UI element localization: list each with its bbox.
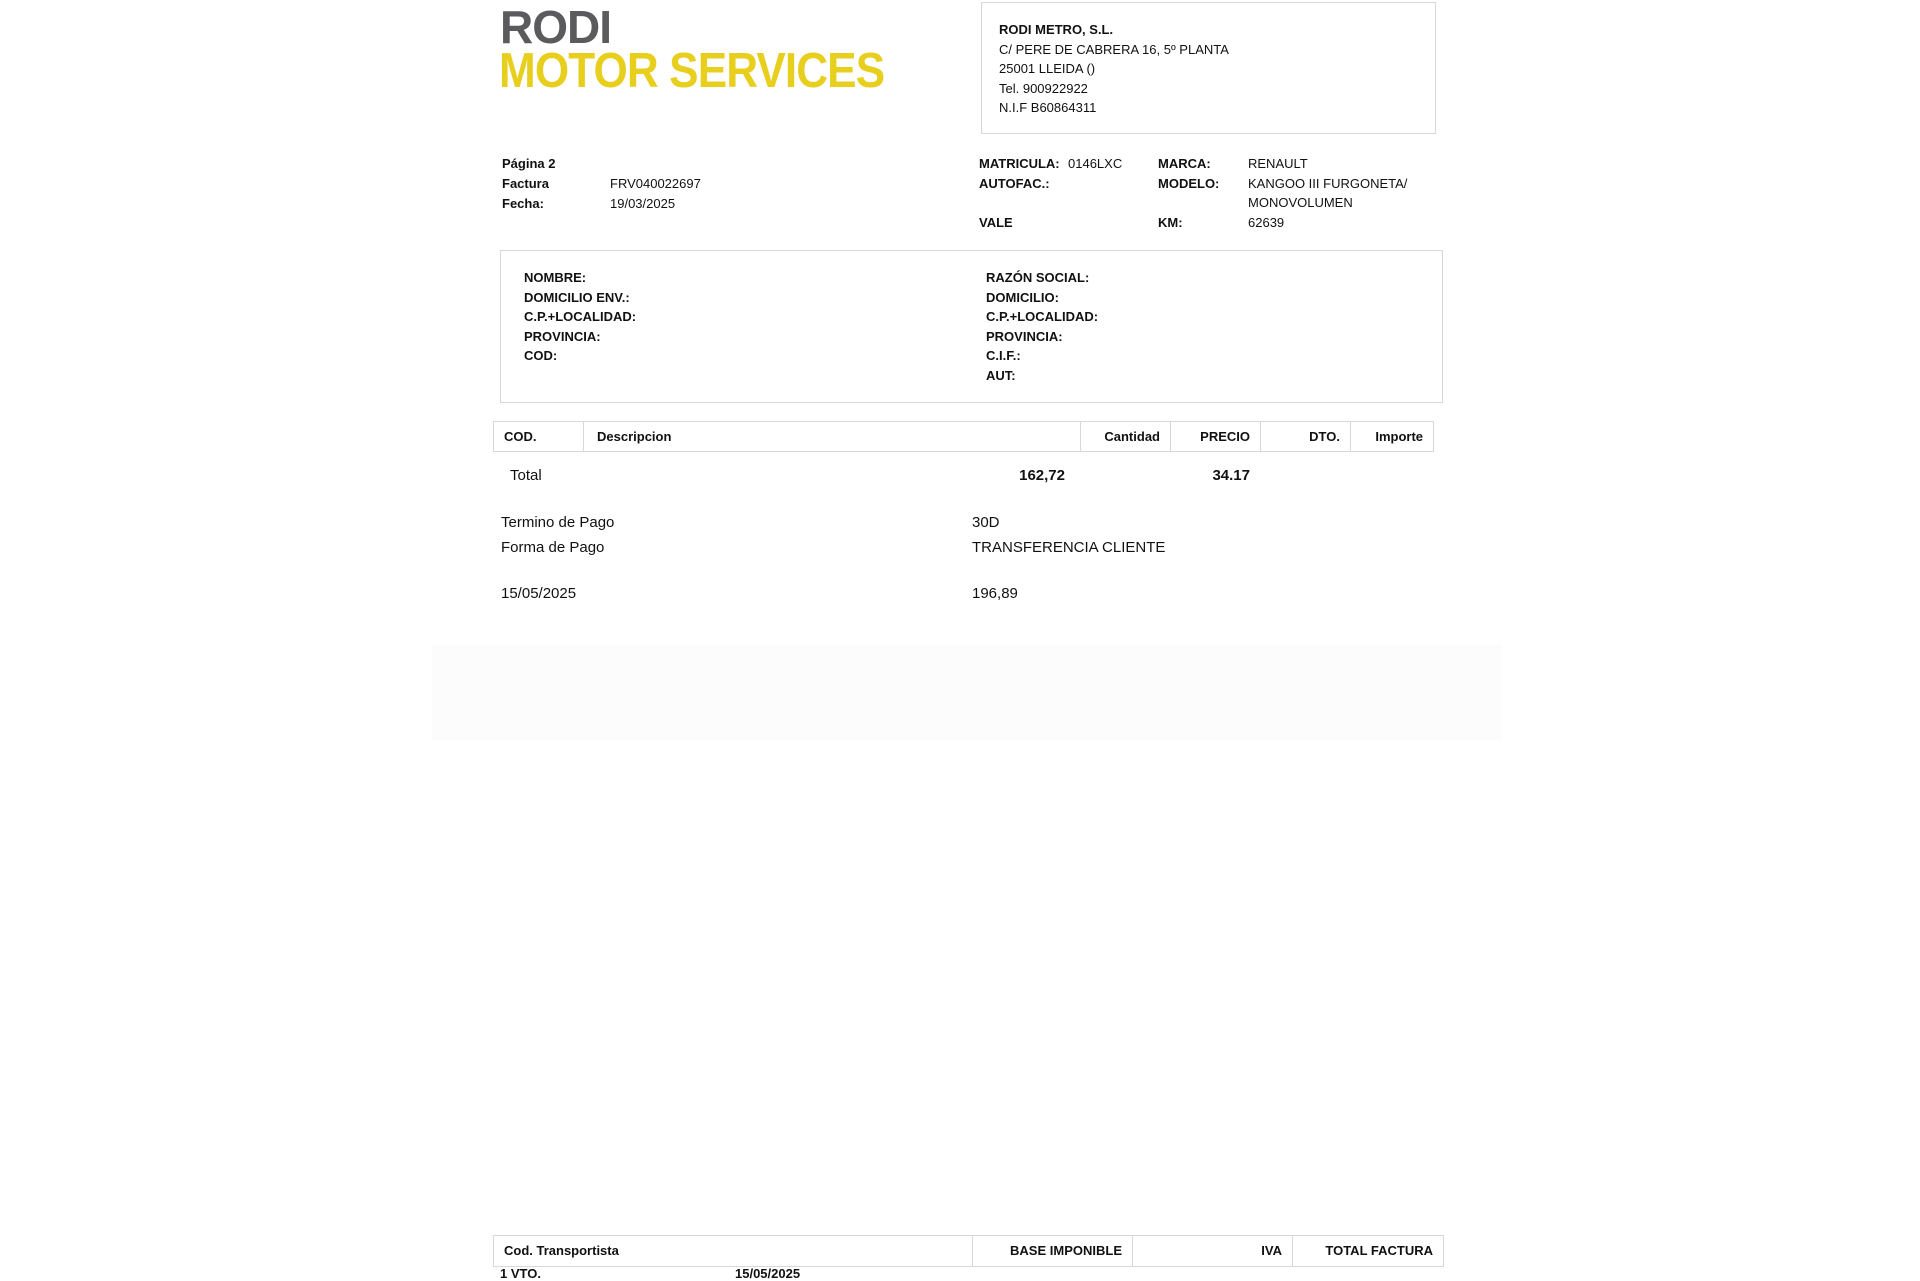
company-name: RODI METRO, S.L. xyxy=(999,22,1114,37)
cif-label: C.I.F.: xyxy=(986,348,1021,363)
due-date: 15/05/2025 xyxy=(501,585,577,602)
iva-label: IVA xyxy=(1132,1236,1292,1266)
company-city: 25001 LLEIDA () xyxy=(999,61,1096,76)
razon-social-label: RAZÓN SOCIAL: xyxy=(986,270,1090,285)
termino-pago-label: Termino de Pago xyxy=(501,514,615,531)
marca-label: MARCA: xyxy=(1158,156,1211,171)
factura-label: Factura xyxy=(502,176,549,191)
modelo-value-line1: KANGOO III FURGONETA/ xyxy=(1248,176,1408,191)
company-info xyxy=(999,20,1229,118)
faint-band xyxy=(432,645,1502,740)
factura-value: FRV040022697 xyxy=(610,176,701,191)
provincia-right-label: PROVINCIA: xyxy=(986,328,1063,344)
domicilio-env-label: DOMICILIO ENV.: xyxy=(524,289,630,305)
fecha-label: Fecha: xyxy=(502,196,544,211)
matricula-label: MATRICULA: xyxy=(979,156,1060,171)
aut-label: AUT: xyxy=(986,367,1016,383)
col-precio: PRECIO xyxy=(1171,422,1261,451)
total-label: Total xyxy=(510,467,542,484)
matricula-value: 0146LXC xyxy=(1068,156,1123,171)
forma-pago-label: Forma de Pago xyxy=(501,539,605,556)
cp-localidad-right-label: C.P.+LOCALIDAD: xyxy=(986,309,1099,324)
col-importe: Importe xyxy=(1375,429,1423,444)
client-info-box xyxy=(500,250,1443,403)
total-cantidad: 162,72 xyxy=(1019,467,1065,484)
cp-localidad-label: C.P.+LOCALIDAD: xyxy=(524,309,637,324)
summary-table-header xyxy=(493,1235,1444,1267)
fecha-value: 19/03/2025 xyxy=(610,196,676,211)
col-dto: DTO. xyxy=(1261,422,1351,451)
company-address: C/ PERE DE CABRERA 16, 5º PLANTA xyxy=(999,41,1229,57)
client-left-column xyxy=(524,268,636,366)
modelo-value-line2: MONOVOLUMEN xyxy=(1248,195,1353,210)
company-nif: N.I.F B60864311 xyxy=(999,100,1097,115)
items-table-header xyxy=(493,421,1434,452)
km-value: 62639 xyxy=(1248,215,1285,230)
col-descripcion: Descripcion xyxy=(584,422,1081,451)
cod-transportista-label: Cod. Transportista xyxy=(504,1243,619,1258)
company-phone: Tel. 900922922 xyxy=(999,80,1088,96)
forma-pago-value: TRANSFERENCIA CLIENTE xyxy=(972,539,1166,556)
col-cantidad: Cantidad xyxy=(1081,422,1171,451)
col-cod: COD. xyxy=(494,422,584,451)
modelo-label: MODELO: xyxy=(1158,176,1220,191)
termino-pago-value: 30D xyxy=(972,514,1000,531)
total-precio: 34.17 xyxy=(1212,467,1250,484)
summary-row-partial-1: 1 VTO. xyxy=(500,1266,541,1281)
total-factura-label: TOTAL FACTURA xyxy=(1292,1236,1443,1266)
due-amount: 196,89 xyxy=(972,585,1018,602)
client-right-column xyxy=(986,268,1098,385)
vale-label: VALE xyxy=(979,215,1013,230)
logo-motor-services: MOTOR SERVICES xyxy=(499,44,885,98)
domicilio-label: DOMICILIO: xyxy=(986,289,1059,305)
marca-value: RENAULT xyxy=(1248,156,1308,171)
cod-label: COD: xyxy=(524,348,558,363)
logo-rodi: RODI xyxy=(500,1,611,53)
km-label: KM: xyxy=(1158,215,1183,230)
summary-row-partial-2: 15/05/2025 xyxy=(735,1266,801,1281)
autofac-label: AUTOFAC.: xyxy=(979,176,1050,191)
nombre-label: NOMBRE: xyxy=(524,270,587,285)
provincia-label: PROVINCIA: xyxy=(524,328,601,344)
base-imponible-label: BASE IMPONIBLE xyxy=(972,1236,1132,1266)
page-label: Página 2 xyxy=(502,156,556,171)
